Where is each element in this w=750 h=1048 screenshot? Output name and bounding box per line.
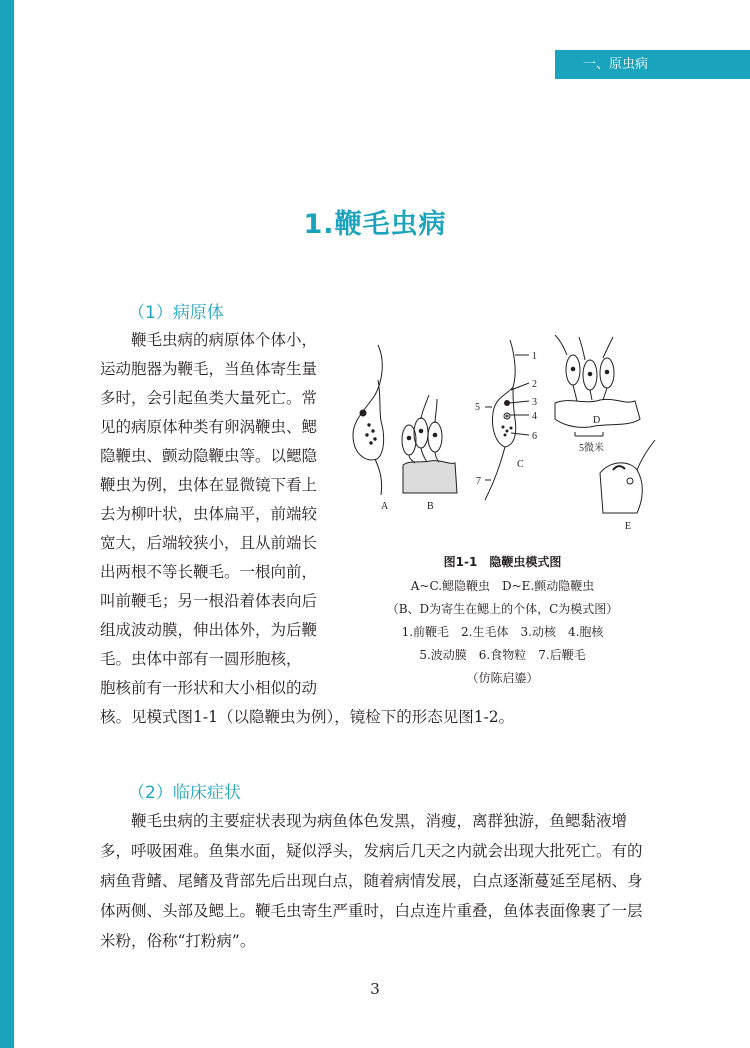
scale-bar-label: 5微米 — [579, 443, 604, 454]
paragraph-line: 见的病原体种类有卵涡鞭虫、鳃 — [100, 418, 318, 436]
part-number-4: 4 — [532, 411, 537, 422]
part-number-1: 1 — [532, 351, 537, 362]
paragraph-line: 胞核前有一形状和大小相似的动 — [100, 679, 318, 697]
chapter-header-tab: 一、原虫病 — [555, 50, 750, 79]
figure-caption-line: 1.前鞭毛 2.生毛体 3.动核 4.胞核 — [401, 625, 604, 639]
paragraph-line: 多，呼吸困难。鱼集水面，疑似浮头，发病后几天之内就会出现大批死亡。有的 — [100, 842, 643, 860]
figure-caption-line: 5.波动膜 6.食物粒 7.后鞭毛 — [419, 648, 586, 662]
figure-panel-e — [600, 440, 655, 513]
paragraph-line: 毛。虫体中部有一圆形胞核， — [100, 650, 302, 668]
figure-caption-line: （B、D为寄生在鳃上的个体，C为模式图） — [386, 602, 619, 616]
part-number-3: 3 — [532, 397, 537, 408]
paragraph-line: 鞭毛虫病的主要症状表现为病鱼体色发黑，消瘦，离群独游，鱼鳃黏液增 — [131, 812, 628, 830]
figure-caption-line: （仿陈启鎏） — [466, 671, 539, 685]
panel-label-e: E — [625, 521, 632, 532]
part-number-2: 2 — [532, 379, 537, 390]
paragraph-line: 隐鞭虫、颤动隐鞭虫等。以鳃隐 — [100, 447, 318, 465]
paragraph-line: 米粉，俗称“打粉病”。 — [100, 932, 256, 950]
figure-caption-line: A~C.鳃隐鞭虫 D~E.颤动隐鞭虫 — [410, 579, 595, 593]
chapter-title: 1.鞭毛虫病 — [303, 209, 447, 240]
figure-panel-a — [353, 345, 384, 495]
paragraph-line: 去为柳叶状，虫体扁平，前端较 — [100, 505, 318, 523]
panel-label-d: D — [593, 415, 601, 426]
paragraph-line: 鞭虫为例，虫体在显微镜下看上 — [100, 476, 318, 494]
section-heading-symptoms: （2）临床症状 — [128, 783, 241, 803]
figure-panel-b — [402, 395, 457, 493]
section-heading-pathogen: （1）病原体 — [128, 303, 224, 323]
panel-label-b: B — [427, 501, 434, 512]
figure-caption-title: 图1-1 隐鞭虫模式图 — [443, 555, 562, 569]
paragraph-line: 体两侧、头部及鳃上。鞭毛虫寄生严重时，白点连片重叠，鱼体表面像裹了一层 — [100, 902, 643, 920]
paragraph-line: 出两根不等长鞭毛。一根向前， — [100, 563, 318, 581]
paragraph-line: 病鱼背鳍、尾鳍及背部先后出现白点，随着病情发展，白点逐渐蔓延至尾柄、身 — [100, 872, 643, 890]
flagellate-figure — [345, 335, 660, 535]
paragraph-line: 叫前鞭毛；另一根沿着体表向后 — [100, 592, 318, 610]
paragraph-line: 运动胞器为鞭毛，当鱼体寄生量 — [100, 360, 318, 378]
page-number: 3 — [370, 980, 380, 998]
panel-label-a: A — [381, 501, 389, 512]
panel-label-c: C — [517, 459, 524, 470]
paragraph-line: 核。见模式图1-1（以隐鞭虫为例），镜检下的形态见图1-2。 — [100, 708, 515, 726]
part-number-7: 7 — [476, 476, 481, 487]
paragraph-line: 多时，会引起鱼类大量死亡。常 — [100, 389, 318, 407]
paragraph-line: 组成波动膜，伸出体外，为后鞭 — [100, 621, 318, 639]
paragraph-line: 宽大，后端较狭小，且从前端长 — [100, 534, 318, 552]
part-number-5: 5 — [475, 402, 480, 413]
part-number-6: 6 — [532, 431, 537, 442]
side-color-bar — [0, 0, 14, 1048]
paragraph-line: 鞭毛虫病的病原体个体小， — [131, 331, 318, 349]
figure-panel-c — [485, 340, 529, 500]
